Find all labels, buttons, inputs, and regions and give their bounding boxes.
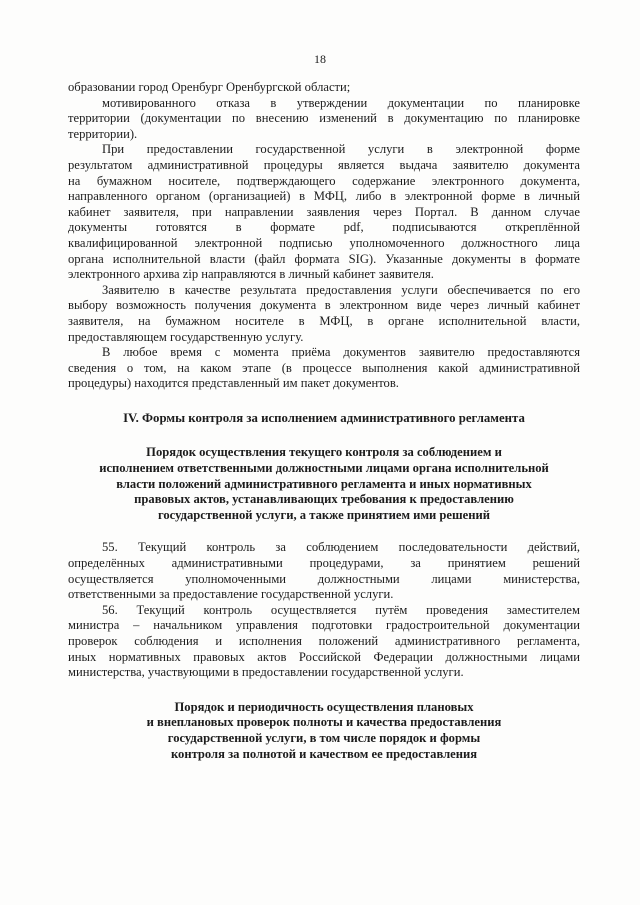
subheading-inspections (68, 700, 580, 762)
clause-56-line: иных нормативных правовых актов Российской Федерации должностными лицами (68, 649, 580, 664)
subheading-line: государственной услуги, в том числе порядок и формы (167, 730, 481, 745)
text-line: При предоставлении государственной услуги в электронной форме (102, 142, 580, 157)
text-line: выбору возможность получения документа в электронном виде через личный кабинет (68, 298, 580, 313)
clause-55-line: определённых административными процедурами, за принятием решений (68, 556, 580, 571)
subheading-line: власти положений административного регламента и иных нормативных (116, 476, 532, 491)
clause-55-line: осуществляется уполномоченными должностными лицами министерства, (68, 571, 580, 586)
text-line: результатом административной процедуры является выдача заявителю документа (68, 157, 580, 172)
text-line: на бумажном носителе, подтверждающего содержание электронного документа, (68, 173, 580, 188)
text-line: сведения о том, на каком этапе (в процессе выполнения какой административной (68, 360, 580, 375)
text-line: электронного архива zip направляются в личный кабинет заявителя. (68, 267, 434, 282)
page-number: 18 (314, 52, 326, 66)
subheading-line: правовых актов, устанавливающих требования к предоставлению (134, 492, 514, 507)
clause-55-line: 55. Текущий контроль за соблюдением последовательности действий, (102, 540, 580, 555)
text-line: заявителя, на бумажном носителе в МФЦ, в органе исполнительной власти, (68, 313, 580, 328)
text-line: территории). (68, 126, 138, 141)
text-line: мотивированного отказа в утверждении документации по планировке (102, 95, 580, 110)
text-line: предоставляющем государственную услугу. (68, 329, 304, 344)
subheading-line: исполнением ответственными должностными лицами органа исполнительной (99, 461, 549, 476)
subheading-line: контроля за полнотой и качеством ее предоставления (170, 746, 478, 761)
subheading-line: Порядок и периодичность осуществления плановых (174, 699, 474, 714)
text-line: В любое время с момента приёма документов заявителю предоставляются (102, 345, 580, 360)
document-body (68, 80, 580, 762)
subheading-current-control (68, 445, 580, 523)
text-line: Заявителю в качестве результата предоставления услуги обеспечивается по его (102, 282, 580, 297)
subheading-line: государственной услуги, а также принятием ими решений (157, 507, 491, 522)
text-line: процедуры) находится представленный им пакет документов. (68, 376, 399, 391)
clause-56-line: министерства, участвующими в предоставлении государственной услуги. (68, 665, 464, 680)
clause-56-line: 56. Текущий контроль осуществляется путём проведения заместителем (102, 602, 580, 617)
text-line: образовании город Оренбург Оренбургской области; (68, 80, 351, 94)
clause-55-line: ответственными за предоставление государственной услуги. (68, 587, 394, 602)
clause-56-line: проверок соблюдения и исполнения положений административного регламента, (68, 634, 580, 648)
clause-56-line: министра – начальником управления подготовки градостроительной документации (68, 618, 580, 633)
text-line: кабинет заявителя, при направлении заявления через Портал. В данном случае (68, 204, 580, 219)
section-heading: IV. Формы контроля за исполнением административного регламента (123, 410, 525, 425)
subheading-line: и внеплановых проверок полноты и качества предоставления (146, 715, 502, 730)
text-line: органа исполнительной власти (файл формата SIG). Указанные документы в формате (68, 251, 580, 266)
text-line: документы готовятся в формате pdf, подписываются откреплённой (68, 220, 580, 235)
text-line: направленного органом (организацией) в МФЦ, либо в электронной форме в личный (68, 189, 580, 204)
text-line: территории (документации по внесению изменений в документацию по планировке (68, 111, 580, 126)
text-line: квалифицированной электронной подписью уполномоченного должностного лица (68, 235, 580, 250)
subheading-line: Порядок осуществления текущего контроля за соблюдением и (146, 445, 502, 460)
